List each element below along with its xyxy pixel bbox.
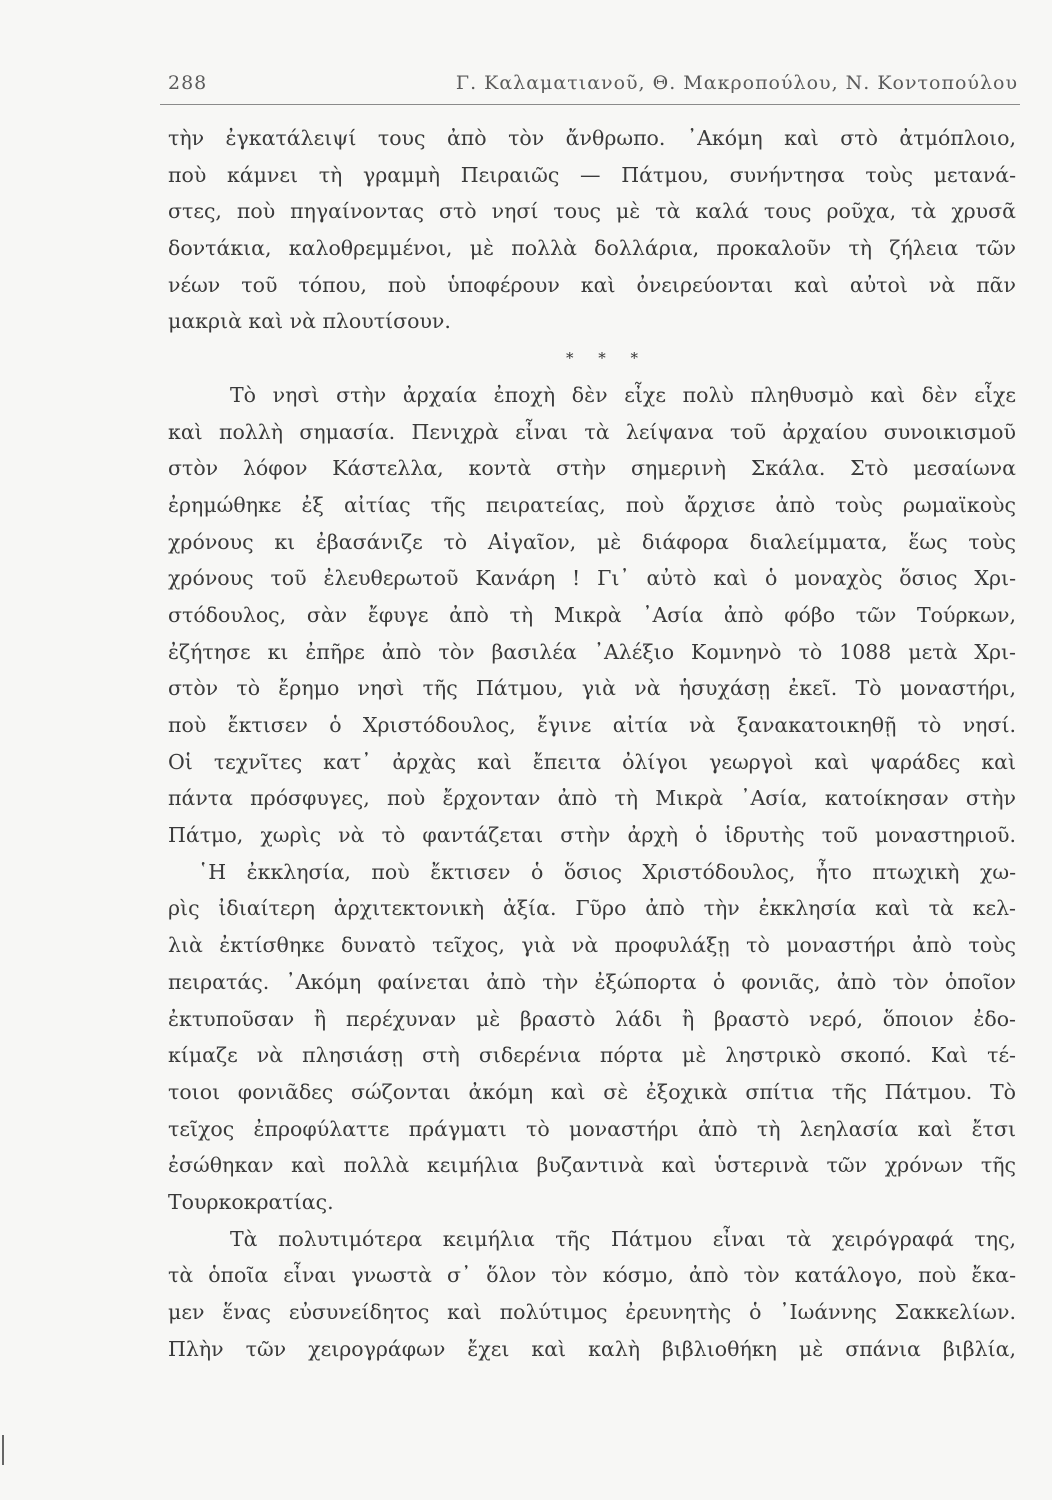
text-line: ρὶς ἰδιαίτερη ἀρχιτεκτονικὴ ἀξία. Γῦρο ἀπὸ τὴν ἐκκλησία καὶ τὰ κελ- [168, 896, 1016, 921]
text-line: λιὰ ἐκτίσθηκε δυνατὸ τεῖχος, γιὰ νὰ προφυλάξῃ τὸ μοναστήρι ἀπὸ τοὺς [168, 933, 1016, 958]
text-line: στὸν τὸ ἔρημο νησὶ τῆς Πάτμου, γιὰ νὰ ἡσυχάσῃ ἐκεῖ. Τὸ μοναστήρι, [168, 676, 1016, 701]
text-line: πειρατάς. ᾿Ακόμη φαίνεται ἀπὸ τὴν ἐξώπορτα ὁ φονιᾶς, ἀπὸ τὸν ὁποῖον [168, 969, 1016, 994]
text-line: κίμαζε νὰ πλησιάσῃ στὴ σιδερένια πόρτα μὲ ληστρικὸ σκοπό. Καὶ τέ- [168, 1043, 1016, 1068]
page-header [168, 62, 1018, 102]
header-rule [160, 104, 1020, 105]
section-separator: * * * [565, 349, 649, 368]
text-line: δοντάκια, καλοθρεμμένοι, μὲ πολλὰ δολλάρια, προκαλοῦν τὴ ζήλεια τῶν [168, 236, 1016, 261]
paragraph-3 [168, 854, 1016, 1221]
text-line: χρόνους τοῦ ἐλευθερωτοῦ Κανάρη ! Γι᾿ αὐτὸ καὶ ὁ μοναχὸς ὅσιος Χρι- [168, 566, 1016, 591]
text-line: Πάτμο, χωρὶς νὰ τὸ φαντάζεται στὴν ἀρχὴ ὁ ἱδρυτὴς τοῦ μοναστηριοῦ. [168, 823, 1016, 848]
text-line: ποὺ κάμνει τὴ γραμμὴ Πειραιῶς — Πάτμου, συνήντησα τοὺς μετανά- [168, 162, 1016, 187]
text-line: ἐσώθηκαν καὶ πολλὰ κειμήλια βυζαντινὰ καὶ ὑστερινὰ τῶν χρόνων τῆς [168, 1153, 1016, 1178]
text-line: Οἱ τεχνῖτες κατ᾿ ἀρχὰς καὶ ἔπειτα ὀλίγοι γεωργοὶ καὶ ψαράδες καὶ [168, 749, 1016, 774]
paragraph-4 [168, 1221, 1016, 1368]
running-title: Γ. Καλαματιανοῦ, Θ. Μακροπούλου, Ν. Κοντοπούλου [455, 72, 1018, 94]
text-line: καὶ πολλὴ σημασία. Πενιχρὰ εἶναι τὰ λείψανα τοῦ ἀρχαίου συνοικισμοῦ [168, 419, 1016, 444]
text-line: τοιοι φονιᾶδες σώζονται ἀκόμη καὶ σὲ ἐξοχικὰ σπίτια τῆς Πάτμου. Τὸ [168, 1079, 1016, 1104]
text-line: στόδουλος, σὰν ἔφυγε ἀπὸ τὴ Μικρὰ ᾿Ασία ἀπὸ φόβο τῶν Τούρκων, [168, 602, 1016, 627]
text-line: ἐρημώθηκε ἐξ αἰτίας τῆς πειρατείας, ποὺ ἄρχισε ἀπὸ τοὺς ρωμαϊκοὺς [168, 492, 1016, 517]
text-line: μεν ἕνας εὐσυνείδητος καὶ πολύτιμος ἐρευνητὴς ὁ ᾿Ιωάννης Σακκελίων. [168, 1300, 1016, 1324]
paragraph-2 [168, 377, 1016, 854]
text-line: τεῖχος ἐπροφύλαττε πράγματι τὸ μοναστήρι ἀπὸ τὴ λεηλασία καὶ ἔτσι [168, 1116, 1016, 1141]
paragraph-1 [168, 120, 1016, 340]
text-line: στες, ποὺ πηγαίνοντας στὸ νησί τους μὲ τὰ καλά τους ροῦχα, τὰ χρυσᾶ [168, 199, 1016, 224]
text-line: μακριὰ καὶ νὰ πλουτίσουν. [168, 309, 451, 334]
text-line: χρόνους κι ἐβασάνιζε τὸ Αἰγαῖον, μὲ διάφορα διαλείμματα, ἕως τοὺς [168, 529, 1016, 554]
text-line: ἐκτυποῦσαν ἢ περέχυναν μὲ βραστὸ λάδι ἢ βραστὸ νερό, ὅποιον ἐδο- [168, 1006, 1016, 1031]
text-line: τὰ ὁποῖα εἶναι γνωστὰ σ᾿ ὅλον τὸν κόσμο, ἀπὸ τὸν κατάλογο, ποὺ ἔκα- [168, 1263, 1016, 1288]
body-text [168, 120, 1016, 1367]
text-line: ἐζήτησε κι ἐπῆρε ἀπὸ τὸν βασιλέα ᾿Αλέξιο Κομνηνὸ τὸ 1088 μετὰ Χρι- [168, 639, 1016, 664]
text-line: τὴν ἐγκατάλειψί τους ἀπὸ τὸν ἄνθρωπο. ᾿Ακόμη καὶ στὸ ἀτμόπλοιο, [168, 126, 1016, 150]
text-line: ῾Η ἐκκλησία, ποὺ ἔκτισεν ὁ ὅσιος Χριστόδουλος, ἦτο πτωχικὴ χω- [198, 859, 1016, 884]
page-number: 288 [168, 72, 208, 94]
text-line: Τουρκοκρατίας. [168, 1189, 334, 1214]
text-line: πάντα πρόσφυγες, ποὺ ἔρχονταν ἀπὸ τὴ Μικρὰ ᾿Ασία, κατοίκησαν στὴν [168, 786, 1016, 811]
text-line: Τὰ πολυτιμότερα κειμήλια τῆς Πάτμου εἶναι τὰ χειρόγραφά της, [230, 1226, 1016, 1251]
scan-margin-mark [2, 1435, 4, 1465]
text-line: Πλὴν τῶν χειρογράφων ἔχει καὶ καλὴ βιβλιοθήκη μὲ σπάνια βιβλία, [168, 1336, 1016, 1361]
text-line: ποὺ ἔκτισεν ὁ Χριστόδουλος, ἔγινε αἰτία νὰ ξανακατοικηθῇ τὸ νησί. [168, 713, 1016, 737]
text-line: στὸν λόφον Κάστελλα, κοντὰ στὴν σημερινὴ Σκάλα. Στὸ μεσαίωνα [168, 456, 1016, 481]
text-line: νέων τοῦ τόπου, ποὺ ὑποφέρουν καὶ ὀνειρεύονται καὶ αὐτοὶ νὰ πᾶν [168, 272, 1016, 297]
text-line: Τὸ νησὶ στὴν ἀρχαία ἐποχὴ δὲν εἶχε πολὺ πληθυσμὸ καὶ δὲν εἶχε [230, 382, 1016, 407]
